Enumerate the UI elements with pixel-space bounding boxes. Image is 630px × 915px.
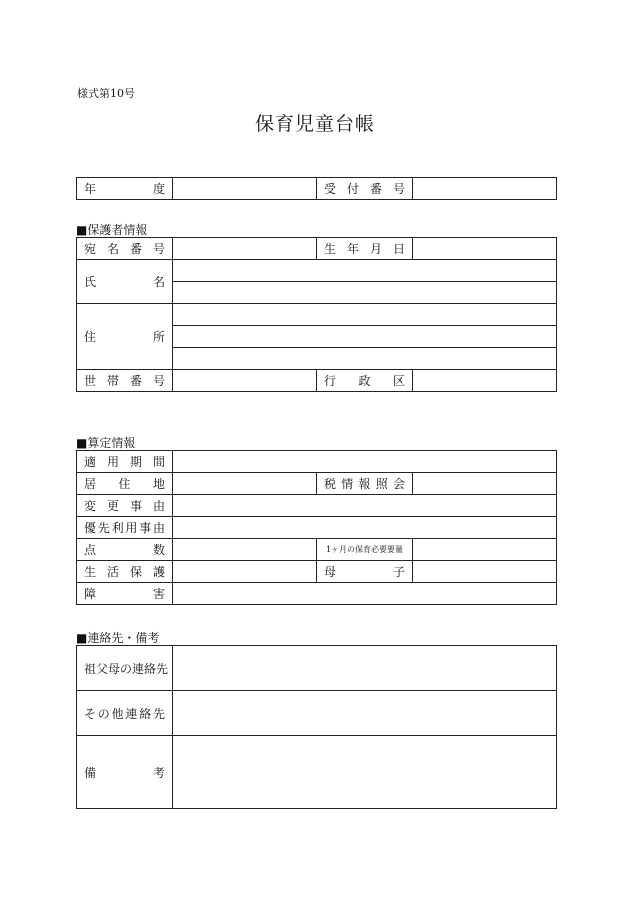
other-contact-label: その他連絡先 [77, 691, 173, 736]
guardian-name-field[interactable] [173, 282, 557, 304]
contact-table [76, 645, 557, 809]
residence-label: 居 住 地 [77, 473, 173, 495]
tax-inquiry-field[interactable] [413, 473, 557, 495]
welfare-label: 生活保護 [77, 561, 173, 583]
guardian-table [76, 237, 557, 392]
points-label: 点 数 [77, 539, 173, 561]
guardian-name-label: 氏 名 [77, 260, 173, 304]
remarks-label: 備 考 [77, 736, 173, 809]
priority-reason-label: 優先利用事由 [77, 517, 173, 539]
monthly-care-need-field[interactable] [413, 539, 557, 561]
single-mother-field[interactable] [413, 561, 557, 583]
ward-field[interactable] [413, 370, 557, 392]
year-label: 年 度 [77, 178, 173, 200]
receipt-number-label: 受付番号 [317, 178, 413, 200]
birthdate-label: 生年月日 [317, 238, 413, 260]
disability-field[interactable] [173, 583, 557, 605]
receipt-number-field[interactable] [413, 178, 557, 200]
calc-section-heading: ■算定情報 [76, 436, 136, 450]
household-number-field[interactable] [173, 370, 317, 392]
guardian-address-field-2[interactable] [173, 326, 557, 348]
calc-table [76, 450, 557, 605]
remarks-field[interactable] [173, 736, 557, 809]
birthdate-field[interactable] [413, 238, 557, 260]
change-reason-field[interactable] [173, 495, 557, 517]
guardian-name-kana-field[interactable] [173, 260, 557, 282]
grandparent-contact-label: 祖父母の連絡先 [77, 646, 173, 691]
monthly-care-need-label: 1ヶ月の保育必要要量 [317, 539, 413, 561]
residence-field[interactable] [173, 473, 317, 495]
guardian-address-field-3[interactable] [173, 348, 557, 370]
guardian-address-label: 住 所 [77, 304, 173, 370]
guardian-address-field-1[interactable] [173, 304, 557, 326]
guardian-section-heading: ■保護者情報 [76, 223, 148, 237]
address-number-field[interactable] [173, 238, 317, 260]
document-title: 保育児童台帳 [254, 113, 375, 135]
tax-inquiry-label: 税情報照会 [317, 473, 413, 495]
welfare-field[interactable] [173, 561, 317, 583]
priority-reason-field[interactable] [173, 517, 557, 539]
application-period-field[interactable] [173, 451, 557, 473]
year-field[interactable] [173, 178, 317, 200]
single-mother-label: 母 子 [317, 561, 413, 583]
disability-label: 障 害 [77, 583, 173, 605]
address-number-label: 宛名番号 [77, 238, 173, 260]
contact-section-heading: ■連絡先・備考 [76, 631, 160, 645]
header-table [76, 177, 557, 200]
grandparent-contact-field[interactable] [173, 646, 557, 691]
other-contact-field[interactable] [173, 691, 557, 736]
points-field[interactable] [173, 539, 317, 561]
form-number: 様式第10号 [77, 87, 135, 100]
change-reason-label: 変更事由 [77, 495, 173, 517]
application-period-label: 適用期間 [77, 451, 173, 473]
ward-label: 行 政 区 [317, 370, 413, 392]
household-number-label: 世帯番号 [77, 370, 173, 392]
